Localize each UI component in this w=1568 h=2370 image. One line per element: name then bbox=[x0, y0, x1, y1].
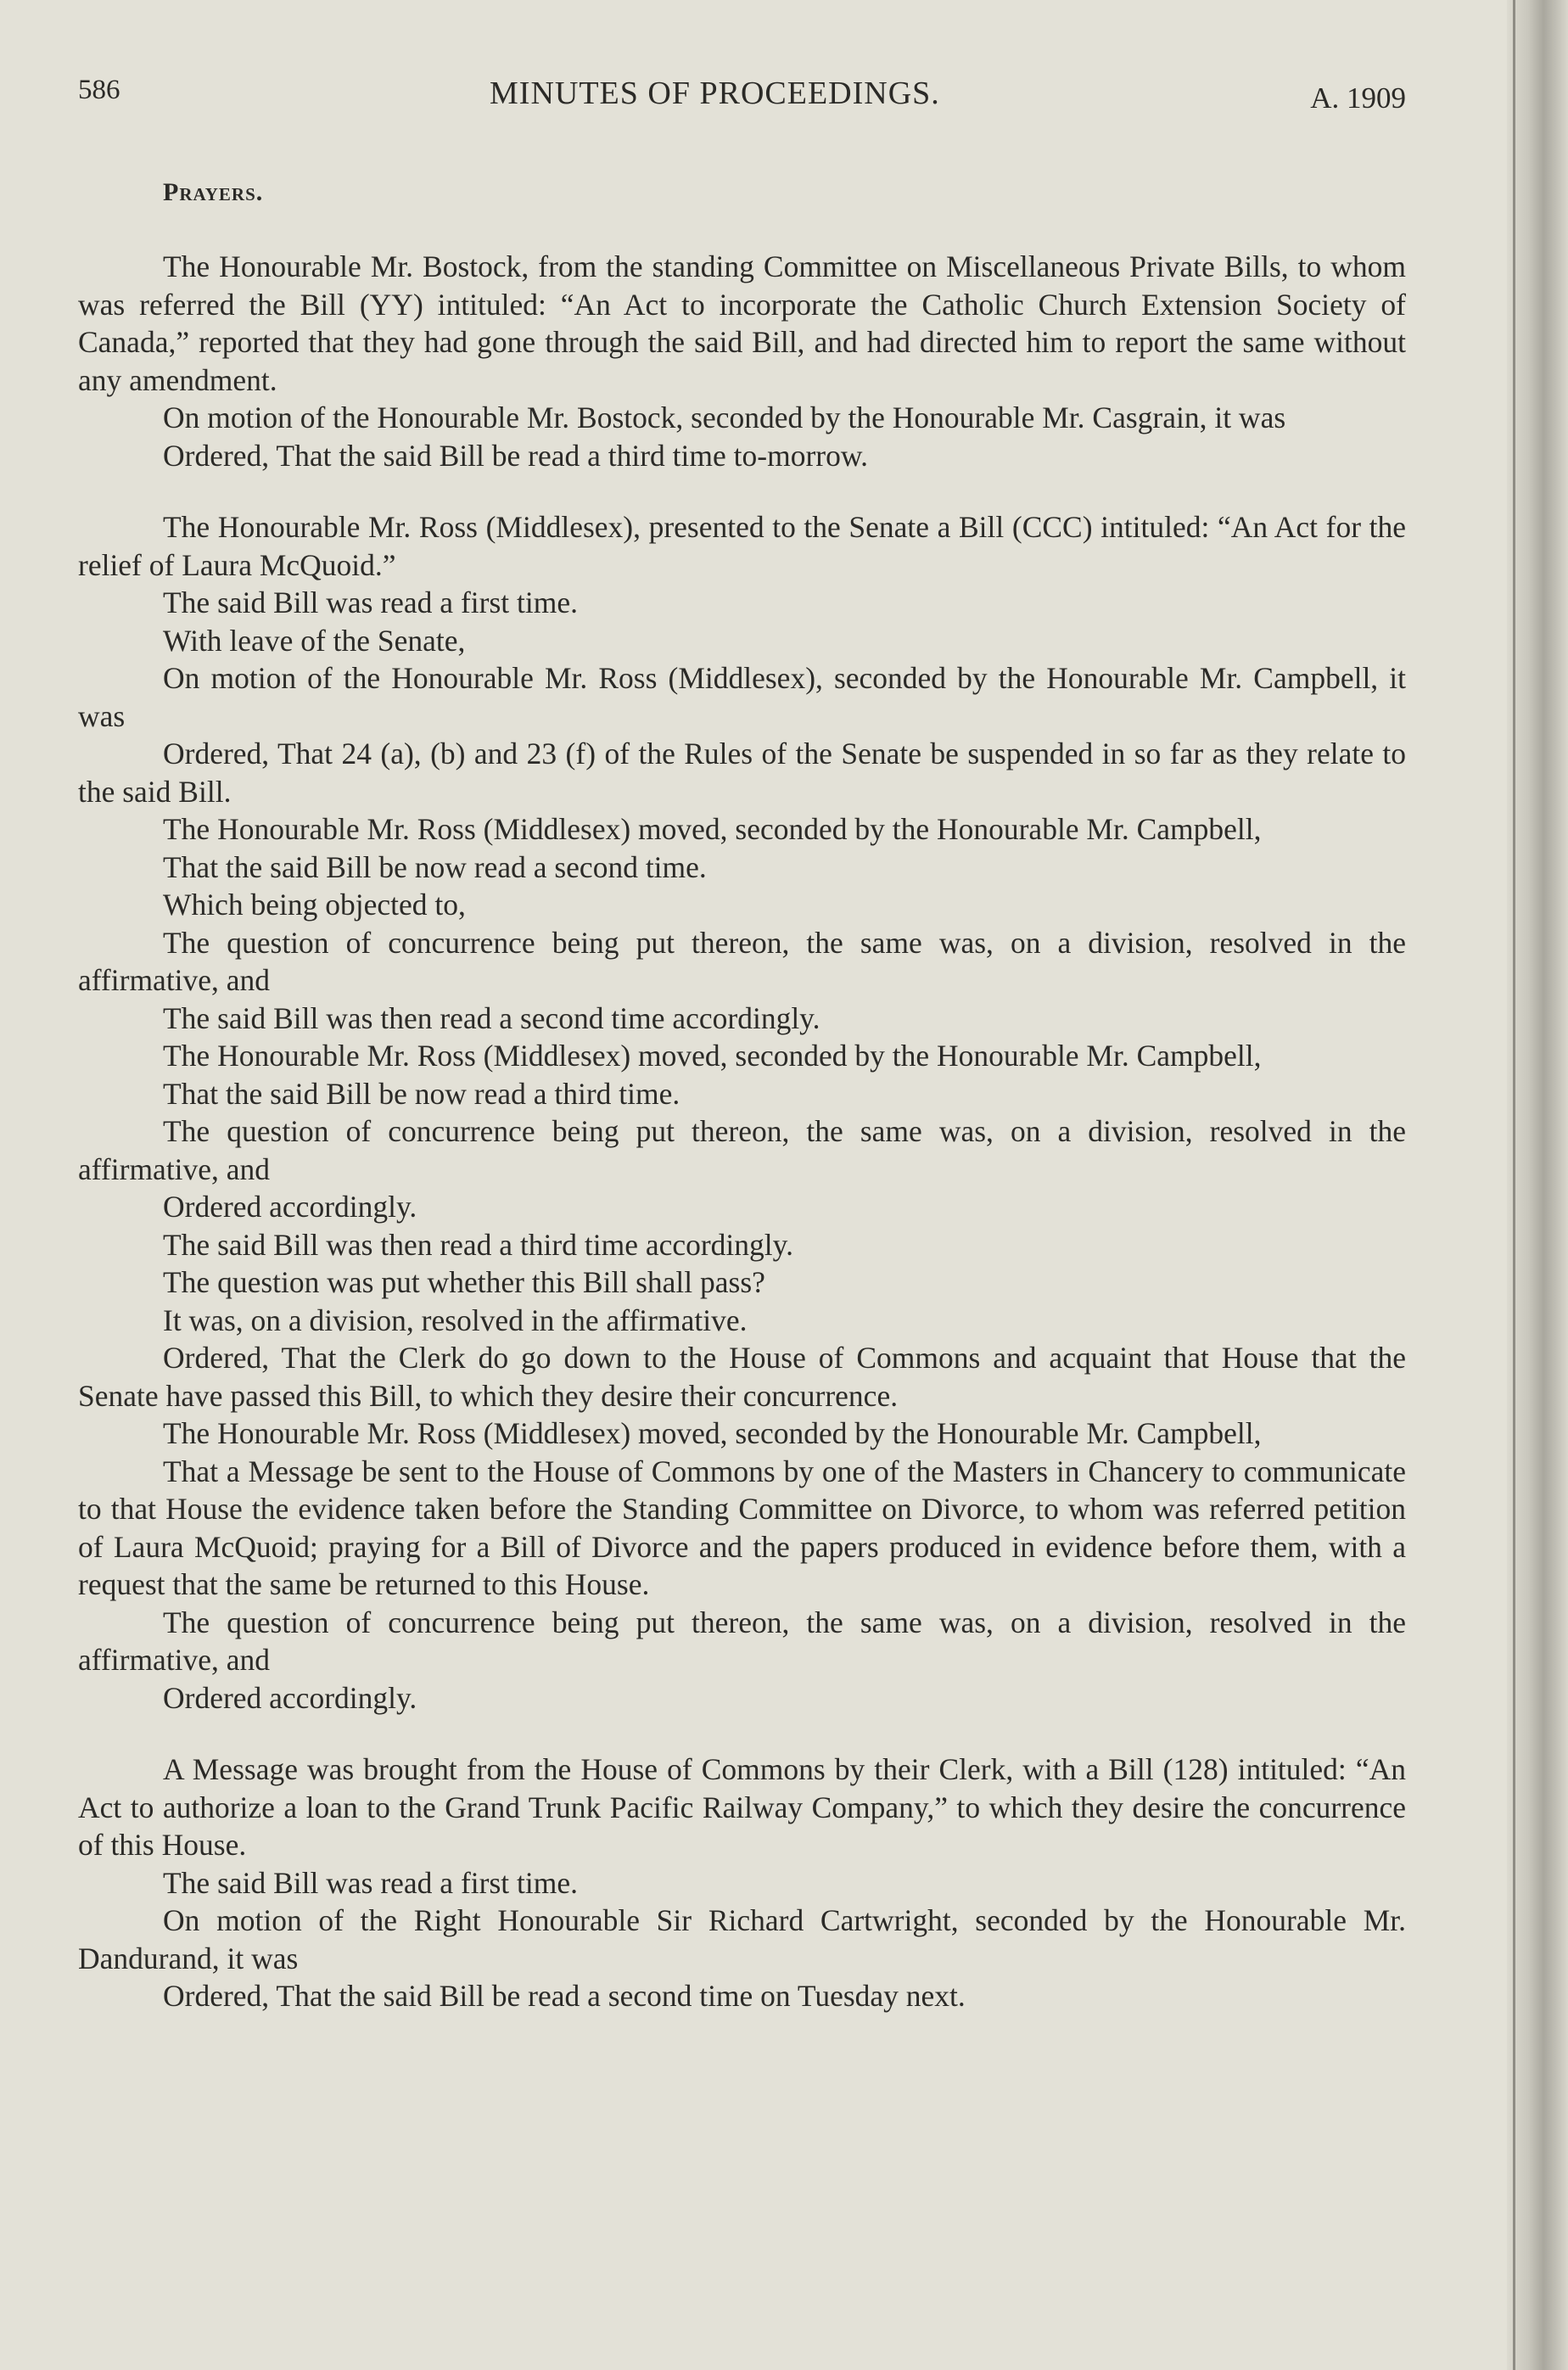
binding-shadow bbox=[1507, 0, 1568, 2370]
paragraph: A Message was brought from the House of Commons by their Clerk, with a Bill (128) intituled: “An Act to authorize a loan to the Grand Trunk Pacific Railway Company,” to which they desire the concurrence of this House. bbox=[78, 1752, 1406, 1862]
paragraph: The Honourable Mr. Ross (Middlesex), presented to the Senate a Bill (CCC) intituled: “An Act for the relief of Laura McQuoid.” bbox=[78, 510, 1406, 582]
paragraph: Ordered accordingly. bbox=[163, 1190, 417, 1224]
paragraph: The Honourable Mr. Ross (Middlesex) moved, seconded by the Honourable Mr. Campbell, bbox=[163, 1039, 1262, 1073]
section-bill-yy bbox=[78, 248, 1406, 474]
section-bill-ccc bbox=[78, 508, 1406, 1717]
running-header bbox=[78, 75, 1406, 134]
paragraph: Ordered, That the Clerk do go down to the House of Commons and acquaint that House that the Senate have passed this Bill, to which they desire their concurrence. bbox=[78, 1341, 1406, 1413]
section-heading-prayers: Prayers. bbox=[163, 178, 264, 206]
paragraph: Ordered, That the said Bill be read a third time to-morrow. bbox=[163, 438, 869, 473]
page-edge bbox=[1513, 0, 1515, 2370]
page-number: 586 bbox=[78, 75, 120, 105]
paragraph: The question of concurrence being put thereon, the same was, on a division, resolved in the affirmative, and bbox=[78, 1114, 1406, 1186]
running-title: MINUTES OF PROCEEDINGS. bbox=[490, 76, 940, 111]
paragraph: The said Bill was read a first time. bbox=[163, 585, 578, 619]
paragraph: On motion of the Honourable Mr. Ross (Middlesex), seconded by the Honourable Mr. Campbell, it was bbox=[78, 661, 1406, 733]
page-content bbox=[78, 75, 1406, 2015]
paragraph: The question was put whether this Bill shall pass? bbox=[163, 1265, 765, 1299]
paragraph: The Honourable Mr. Ross (Middlesex) moved, seconded by the Honourable Mr. Campbell, bbox=[163, 812, 1262, 846]
paragraph: On motion of the Honourable Mr. Bostock, seconded by the Honourable Mr. Casgrain, it was bbox=[163, 401, 1286, 434]
paragraph: The question of concurrence being put thereon, the same was, on a division, resolved in the affirmative, and bbox=[78, 1605, 1406, 1677]
paragraph: The said Bill was then read a third time accordingly. bbox=[163, 1227, 793, 1262]
paragraph: On motion of the Right Honourable Sir Richard Cartwright, seconded by the Honourable Mr. Dandurand, it was bbox=[78, 1903, 1406, 1975]
paragraph: The Honourable Mr. Bostock, from the standing Committee on Miscellaneous Private Bills, to whom was referred the Bill (YY) intituled: “An Act to incorporate the Catholic Church Extension Society of Canada,” reported that they had gone through the said Bill, and had directed him to report the same without any amendment. bbox=[78, 249, 1406, 397]
paragraph: Ordered, That the said Bill be read a second time on Tuesday next. bbox=[163, 1979, 966, 2013]
paragraph: That a Message be sent to the House of Commons by one of the Masters in Chancery to communicate to that House the evidence taken before the Standing Committee on Divorce, to whom was referred petition of Laura McQuoid; praying for a Bill of Divorce and the papers produced in evidence before them, with a request that the same be returned to this House. bbox=[78, 1454, 1406, 1601]
paragraph: The question of concurrence being put thereon, the same was, on a division, resolved in the affirmative, and bbox=[78, 925, 1406, 997]
paragraph: The Honourable Mr. Ross (Middlesex) moved, seconded by the Honourable Mr. Campbell, bbox=[163, 1416, 1262, 1450]
paragraph: The said Bill was then read a second time accordingly. bbox=[163, 1000, 820, 1035]
paragraph: With leave of the Senate, bbox=[163, 623, 466, 658]
paragraph: Ordered accordingly. bbox=[163, 1680, 417, 1715]
session-year: A. 1909 bbox=[1310, 81, 1406, 115]
paragraph: That the said Bill be now read a third time. bbox=[163, 1076, 680, 1111]
paragraph: That the said Bill be now read a second time. bbox=[163, 849, 707, 884]
paragraph: Which being objected to, bbox=[163, 888, 466, 922]
paragraph: It was, on a division, resolved in the affirmative. bbox=[163, 1303, 748, 1337]
paragraph: The said Bill was read a first time. bbox=[163, 1865, 578, 1900]
section-bill-128 bbox=[78, 1751, 1406, 2015]
paragraph: Ordered, That 24 (a), (b) and 23 (f) of the Rules of the Senate be suspended in so far as they relate to the said Bill. bbox=[78, 737, 1406, 809]
